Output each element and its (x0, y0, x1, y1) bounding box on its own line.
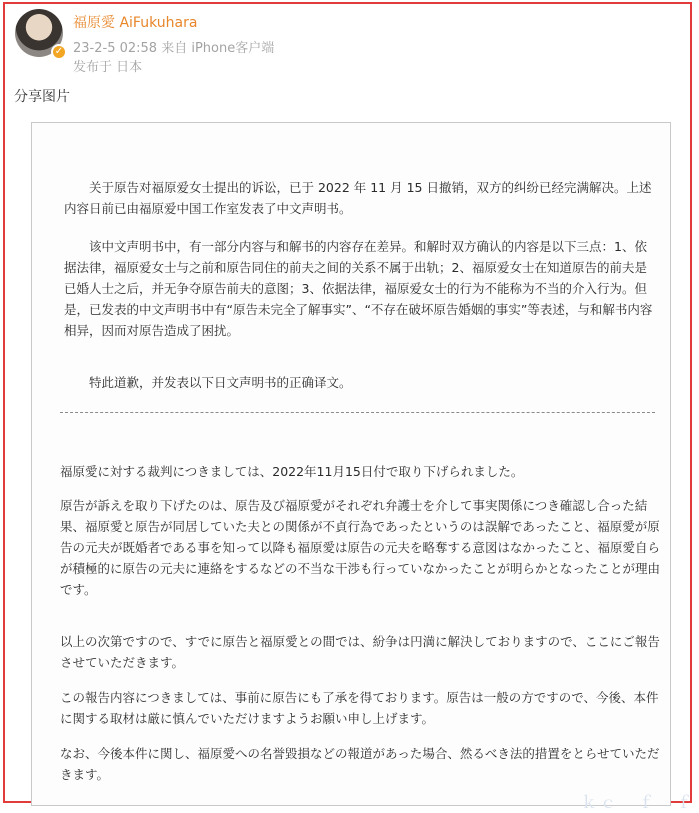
japanese-paragraph-4: この報告内容につきましては、事前に原告にも了承を得ております。原告は一般の方ですので、今後、本件に関する取材は厳に慎んでいただけますようお願い申し上げます。 (60, 690, 659, 726)
post-card (3, 2, 692, 803)
username[interactable]: 福原愛 AiFukuhara (73, 15, 198, 31)
japanese-paragraph-5: なお、今後本件に関し、福原愛への名誉毀損などの報道があった場合、然るべき法的措置をとらせていただきます。 (60, 746, 660, 782)
chinese-paragraph-1: 关于原告对福原爱女士提出的诉讼，已于 2022 年 11 月 15 日撤销，双方的纠纷已经完满解决。上述内容日前已由福原爱中国工作室发表了中文声明书。 (64, 180, 652, 216)
divider (60, 412, 655, 413)
japanese-paragraph-2: 原告が訴えを取り下げたのは、原告及び福原愛がそれぞれ弁護士を介して事実関係につき確認し合った結果、福原愛と原告が同居していた夫との関係が不貞行為であったというのは誤解であったこと、福原愛が原告の元夫が既婚者である事を知って以降も福原愛は原告の元夫を略奪する意図はなかったこと、福原愛自らが積極的に原告の元夫に連絡をするなどの不当な干渉も行っていなかったことが明らかとなったことが理由です。 (60, 498, 661, 597)
post-timestamp-source: 23-2-5 02:58 来自 iPhone客户端 (73, 41, 275, 56)
share-caption: 分享图片 (14, 89, 70, 105)
verified-badge-icon: ✓ (51, 44, 67, 60)
statement-image[interactable] (31, 122, 671, 806)
watermark: ｋｃ ｆ ｆ (580, 793, 695, 812)
chinese-paragraph-2: 该中文声明书中，有一部分内容与和解书的内容存在差异。和解时双方确认的内容是以下三点：1、依据法律，福原爱女士与之前和原告同住的前夫之间的关系不属于出轨；2、福原爱女士在知道原告的前夫是已婚人士之后，并无争夺原告前夫的意图；3、依据法律，福原爱女士的行为不能称为不当的介入行为。但是，已发表的中文声明书中有“原告未完全了解事实”、“不存在破坏原告婚姻的事实”等表述，与和解书内容相异，因而对原告造成了困扰。 (64, 239, 653, 338)
post-location: 发布于 日本 (73, 60, 143, 75)
chinese-paragraph-3: 特此道歉，并发表以下日文声明书的正确译文。 (64, 375, 352, 390)
japanese-paragraph-1: 福原愛に対する裁判につきましては、2022年11月15日付で取り下げられました。 (60, 464, 524, 479)
avatar[interactable] (15, 9, 63, 57)
japanese-paragraph-3: 以上の次第ですので、すでに原告と福原愛との間では、紛争は円満に解決しておりますので、ここにご報告させていただきます。 (60, 634, 660, 670)
